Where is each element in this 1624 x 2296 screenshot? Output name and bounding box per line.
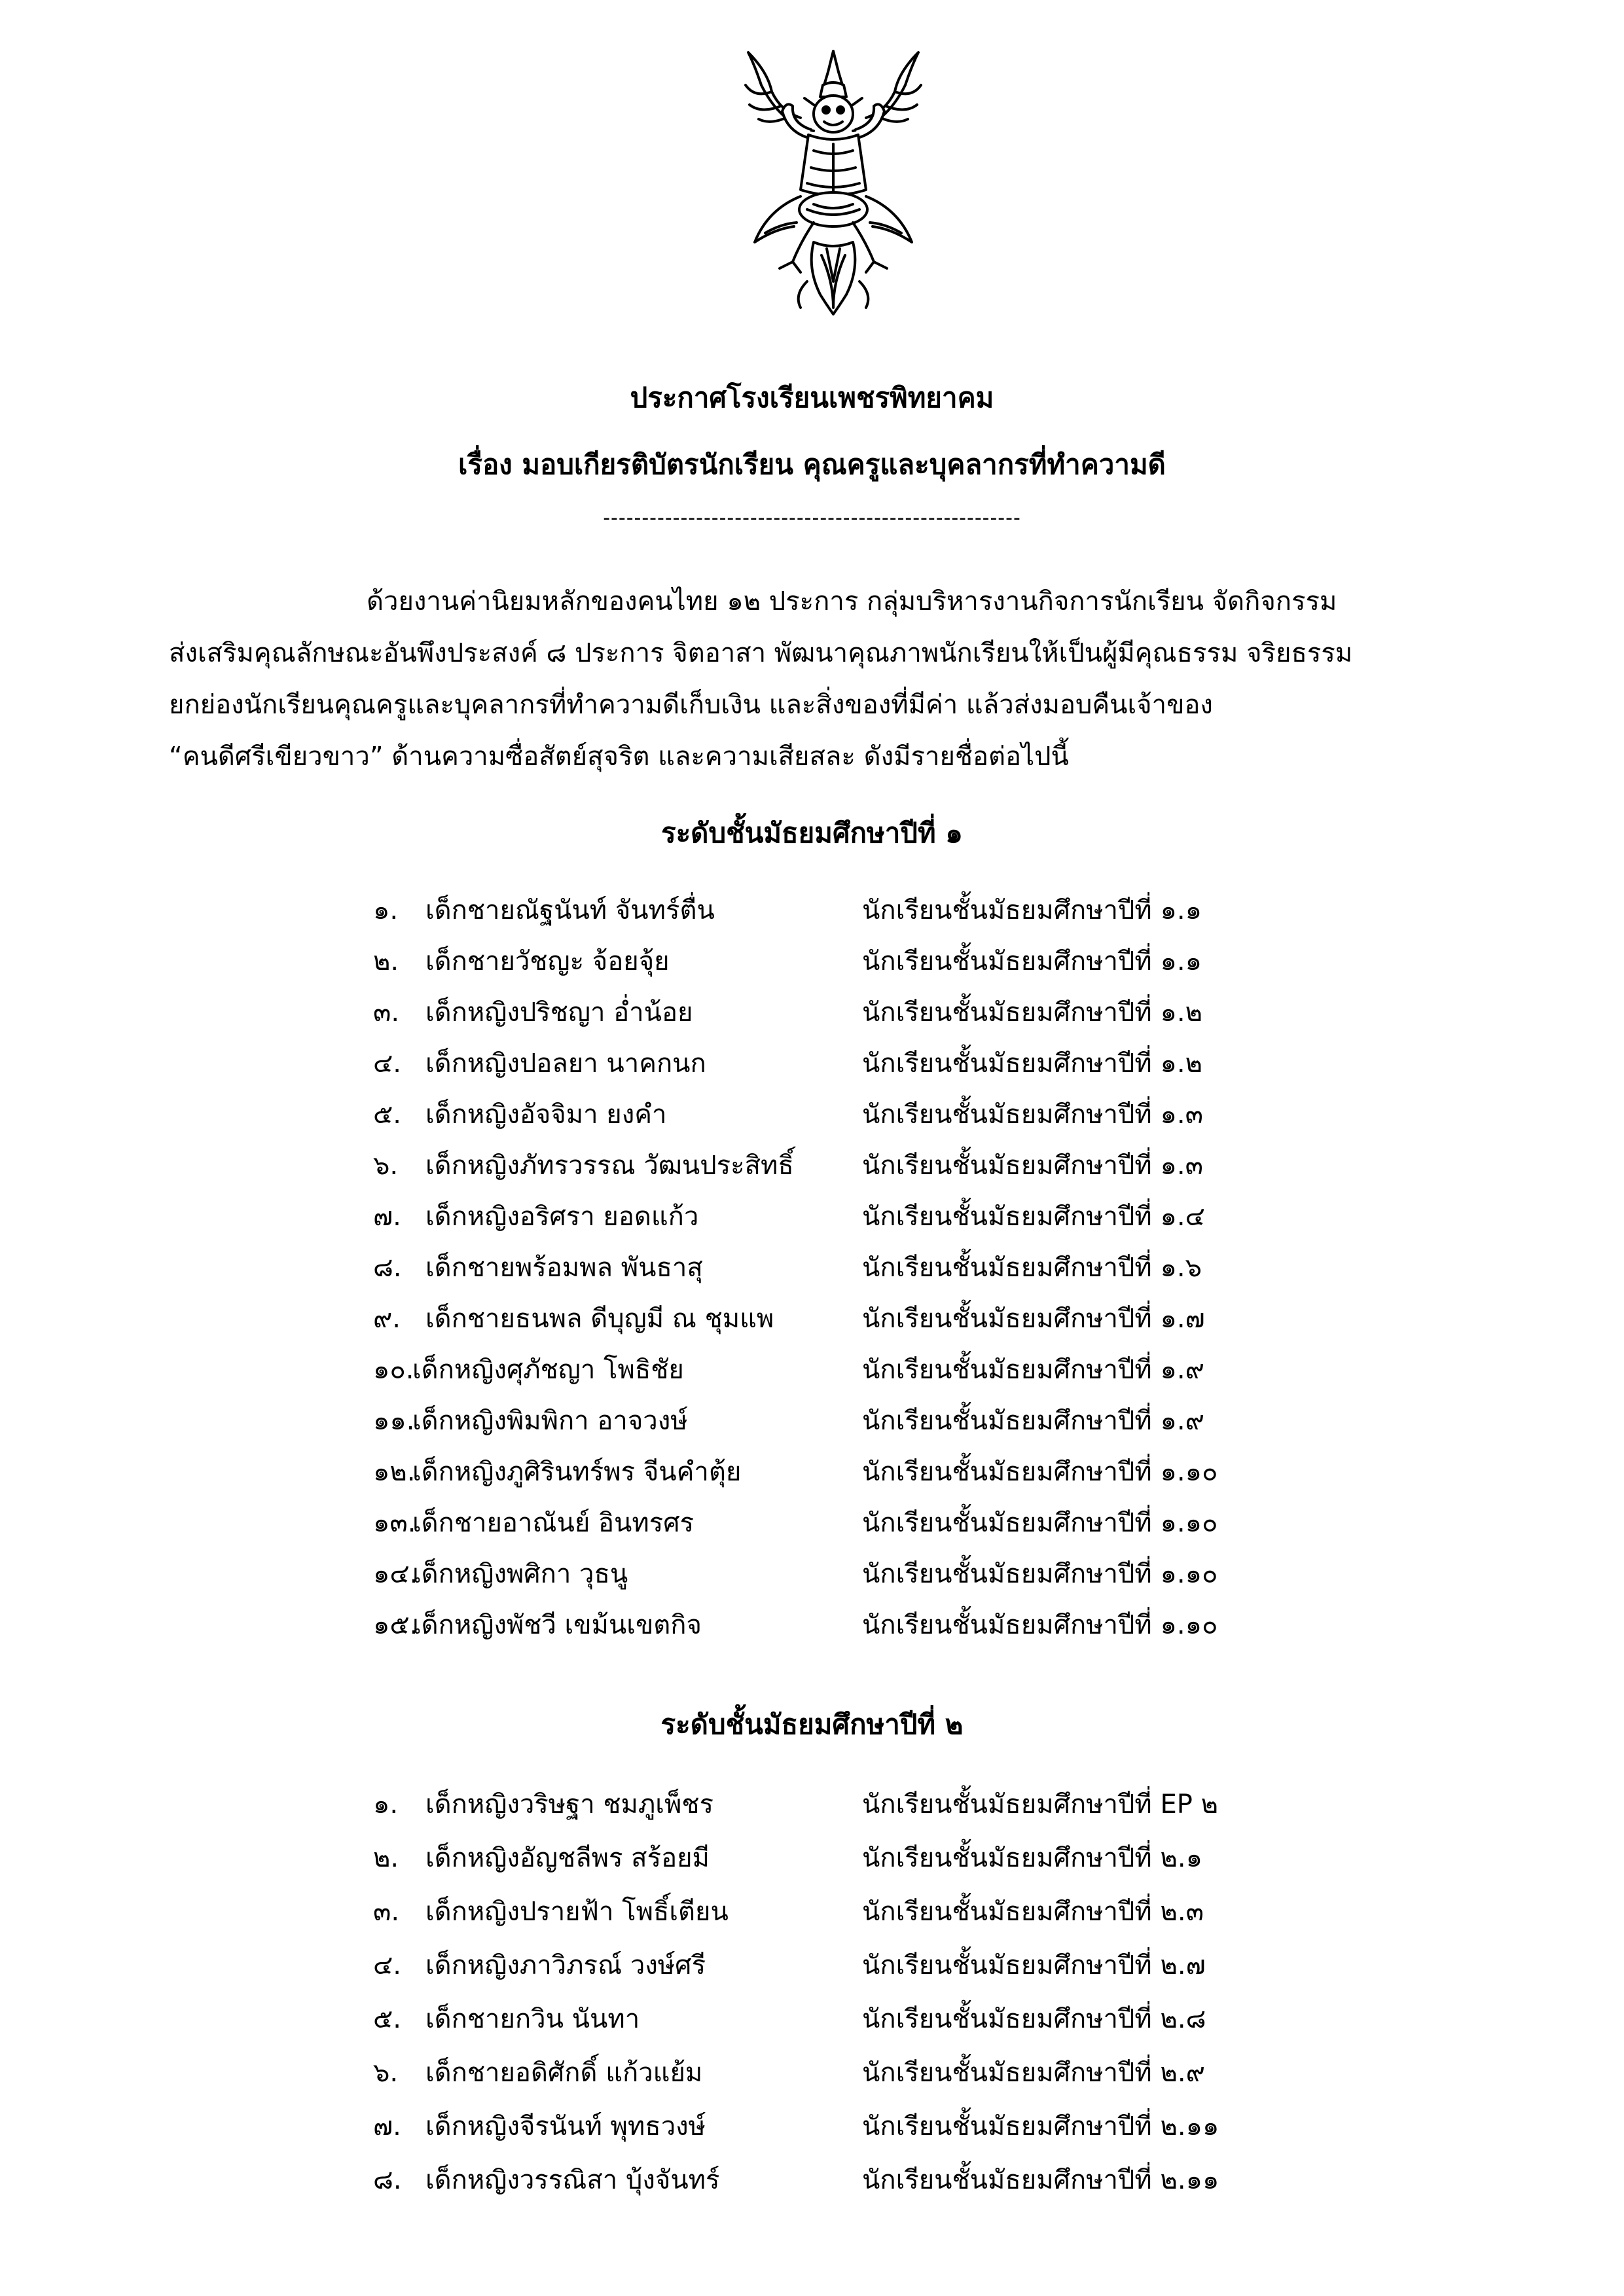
student-class: นักเรียนชั้นมัธยมศึกษาปีที่ ๒.๑๑ [862, 2111, 1219, 2142]
table-row [373, 2100, 1355, 2153]
row-number: ๖. [373, 2058, 399, 2088]
student-class: นักเรียนชั้นมัธยมศึกษาปีที่ ๑.๙ [862, 1355, 1204, 1385]
table-row [373, 1038, 1355, 1089]
table-row [373, 1549, 1355, 1600]
table-row [373, 1242, 1355, 1293]
student-name: เด็กชายอาณันย์ อินทรศร [412, 1508, 695, 1538]
student-class: นักเรียนชั้นมัธยมศึกษาปีที่ ๑.๖ [862, 1253, 1202, 1283]
row-number: ๑๒. [373, 1457, 416, 1487]
student-class: นักเรียนชั้นมัธยมศึกษาปีที่ ๑.๑๐ [862, 1508, 1218, 1538]
student-name: เด็กหญิงอัจจิมา ยงคำ [425, 1100, 667, 1130]
row-number: ๑. [373, 1789, 399, 1820]
row-number: ๑. [373, 895, 399, 925]
student-name: เด็กหญิงปริชญา อ่ำน้อย [425, 997, 693, 1028]
intro-paragraph [169, 576, 1478, 783]
table-row [373, 1831, 1355, 1885]
student-class: นักเรียนชั้นมัธยมศึกษาปีที่ ๒.๑๑ [862, 2165, 1219, 2195]
student-class: นักเรียนชั้นมัธยมศึกษาปีที่ ๑.๑๐ [862, 1559, 1218, 1589]
row-number: ๑๔. [373, 1559, 418, 1589]
student-class: นักเรียนชั้นมัธยมศึกษาปีที่ ๑.๒ [862, 1049, 1202, 1079]
table-row [373, 1140, 1355, 1191]
student-name: เด็กชายวัชญะ จ้อยจุ้ย [425, 946, 670, 977]
row-number: ๒. [373, 1843, 399, 1873]
student-name: เด็กชายณัฐนันท์ จันทร์ตื่น [425, 895, 715, 925]
announcement-title: ประกาศโรงเรียนเพชรพิทยาคม [630, 382, 994, 414]
level-1-list [373, 885, 1355, 1651]
student-class: นักเรียนชั้นมัธยมศึกษาปีที่ ๑.๔ [862, 1202, 1205, 1232]
table-row [373, 1778, 1355, 1831]
student-name: เด็กหญิงจีรนันท์ พุทธวงษ์ [425, 2111, 706, 2142]
student-class: นักเรียนชั้นมัธยมศึกษาปีที่ ๑.๗ [862, 1304, 1205, 1334]
student-name: เด็กชายธนพล ดีบุญมี ณ ชุมแพ [425, 1304, 774, 1334]
row-number: ๗. [373, 2111, 401, 2142]
intro-line: ยกย่องนักเรียนคุณครูและบุคลากรที่ทำความดีเก็บเงิน และสิ่งของที่มีค่า แล้วส่งมอบคืนเจ้าของ [169, 690, 1213, 720]
student-name: เด็กหญิงปรายฟ้า โพธิ์เตียน [425, 1897, 729, 1927]
row-number: ๓. [373, 997, 400, 1028]
table-row [373, 1939, 1355, 1992]
row-number: ๑๑. [373, 1406, 415, 1436]
student-name: เด็กหญิงพิมพิกา อาจวงษ์ [412, 1406, 688, 1436]
table-row [373, 1089, 1355, 1140]
row-number: ๗. [373, 1202, 401, 1232]
student-class: นักเรียนชั้นมัธยมศึกษาปีที่ ๑.๑๐ [862, 1610, 1218, 1640]
student-name: เด็กหญิงปอลยา นาคกนก [425, 1049, 706, 1079]
student-name: เด็กหญิงศุภัชญา โพธิชัย [412, 1355, 684, 1385]
table-row [373, 2046, 1355, 2100]
student-name: เด็กหญิงภาวิภรณ์ วงษ์ศรี [425, 1950, 706, 1981]
student-name: เด็กหญิงวริษฐา ชมภูเพ็ชร [425, 1789, 713, 1820]
table-row [373, 1191, 1355, 1242]
garuda-emblem [709, 46, 958, 321]
table-row [373, 987, 1355, 1038]
row-number: ๓. [373, 1897, 400, 1927]
row-number: ๕. [373, 1100, 401, 1130]
table-row [373, 2153, 1355, 2207]
table-row [373, 1992, 1355, 2046]
student-class: นักเรียนชั้นมัธยมศึกษาปีที่ ๒.๙ [862, 2058, 1205, 2088]
announcement-subject: เรื่อง มอบเกียรติบัตรนักเรียน คุณครูและบุคลากรที่ทำความดี [458, 448, 1166, 480]
student-name: เด็กหญิงพศิกา วุธนู [412, 1559, 628, 1589]
row-number: ๑๕. [373, 1610, 418, 1640]
table-row [373, 1293, 1355, 1344]
intro-line: ด้วยงานค่านิยมหลักของคนไทย ๑๒ ประการ กลุ่มบริหารงานกิจการนักเรียน จัดกิจกรรม [367, 586, 1337, 617]
row-number: ๔. [373, 1950, 401, 1981]
student-class: นักเรียนชั้นมัธยมศึกษาปีที่ ๒.๓ [862, 1897, 1204, 1927]
table-row [373, 936, 1355, 987]
student-name: เด็กชายกวิน นันทา [425, 2004, 640, 2034]
student-name: เด็กหญิงพัชวี เขม้นเขตกิจ [412, 1610, 702, 1640]
student-class: นักเรียนชั้นมัธยมศึกษาปีที่ ๒.๘ [862, 2004, 1206, 2034]
table-row [373, 1446, 1355, 1498]
intro-line: “คนดีศรีเขียวขาว” ด้านความซื่อสัตย์สุจริต และความเสียสละ ดังมีรายชื่อต่อไปนี้ [169, 742, 1069, 772]
student-name: เด็กชายพร้อมพล พันธาสุ [425, 1253, 703, 1283]
student-class: นักเรียนชั้นมัธยมศึกษาปีที่ ๑.๙ [862, 1406, 1204, 1436]
table-row [373, 1344, 1355, 1395]
student-name: เด็กหญิงวรรณิสา บุ้งจันทร์ [425, 2165, 720, 2195]
row-number: ๑๐. [373, 1355, 414, 1385]
student-class: นักเรียนชั้นมัธยมศึกษาปีที่ ๑.๑๐ [862, 1457, 1218, 1487]
row-number: ๕. [373, 2004, 401, 2034]
table-row [373, 885, 1355, 936]
student-name: เด็กชายอดิศักดิ์ แก้วแย้ม [425, 2058, 703, 2088]
table-row [373, 1885, 1355, 1939]
student-name: เด็กหญิงอัญชลีพร สร้อยมี [425, 1843, 710, 1873]
level-2-heading: ระดับชั้นมัธยมศึกษาปีที่ ๒ [660, 1708, 964, 1740]
student-class: นักเรียนชั้นมัธยมศึกษาปีที่ EP ๒ [862, 1789, 1218, 1820]
student-class: นักเรียนชั้นมัธยมศึกษาปีที่ ๑.๑ [862, 895, 1202, 925]
student-class: นักเรียนชั้นมัธยมศึกษาปีที่ ๑.๓ [862, 1151, 1203, 1181]
row-number: ๔. [373, 1049, 401, 1079]
student-name: เด็กหญิงภัทรวรรณ วัฒนประสิทธิ์ [425, 1151, 794, 1181]
row-number: ๑๓. [373, 1508, 416, 1538]
level-2-list [373, 1778, 1355, 2207]
student-class: นักเรียนชั้นมัธยมศึกษาปีที่ ๑.๑ [862, 946, 1202, 977]
student-name: เด็กหญิงภูศิรินทร์พร จีนคำตุ้ย [412, 1457, 742, 1487]
student-name: เด็กหญิงอริศรา ยอดแก้ว [425, 1202, 699, 1232]
row-number: ๘. [373, 2165, 402, 2195]
student-class: นักเรียนชั้นมัธยมศึกษาปีที่ ๒.๑ [862, 1843, 1202, 1873]
level-1-heading: ระดับชั้นมัธยมศึกษาปีที่ ๑ [661, 817, 963, 849]
student-class: นักเรียนชั้นมัธยมศึกษาปีที่ ๑.๒ [862, 997, 1202, 1028]
divider-line: ------------------------------------------------------ [603, 507, 1021, 529]
table-row [373, 1395, 1355, 1446]
table-row [373, 1498, 1355, 1549]
row-number: ๖. [373, 1151, 399, 1181]
table-row [373, 1600, 1355, 1651]
student-class: นักเรียนชั้นมัธยมศึกษาปีที่ ๑.๓ [862, 1100, 1203, 1130]
row-number: ๘. [373, 1253, 402, 1283]
student-class: นักเรียนชั้นมัธยมศึกษาปีที่ ๒.๗ [862, 1950, 1206, 1981]
row-number: ๒. [373, 946, 399, 977]
intro-line: ส่งเสริมคุณลักษณะอันพึงประสงค์ ๘ ประการ จิตอาสา พัฒนาคุณภาพนักเรียนให้เป็นผู้มีคุณธรรม จริยธรรม [169, 638, 1353, 668]
row-number: ๙. [373, 1304, 401, 1334]
